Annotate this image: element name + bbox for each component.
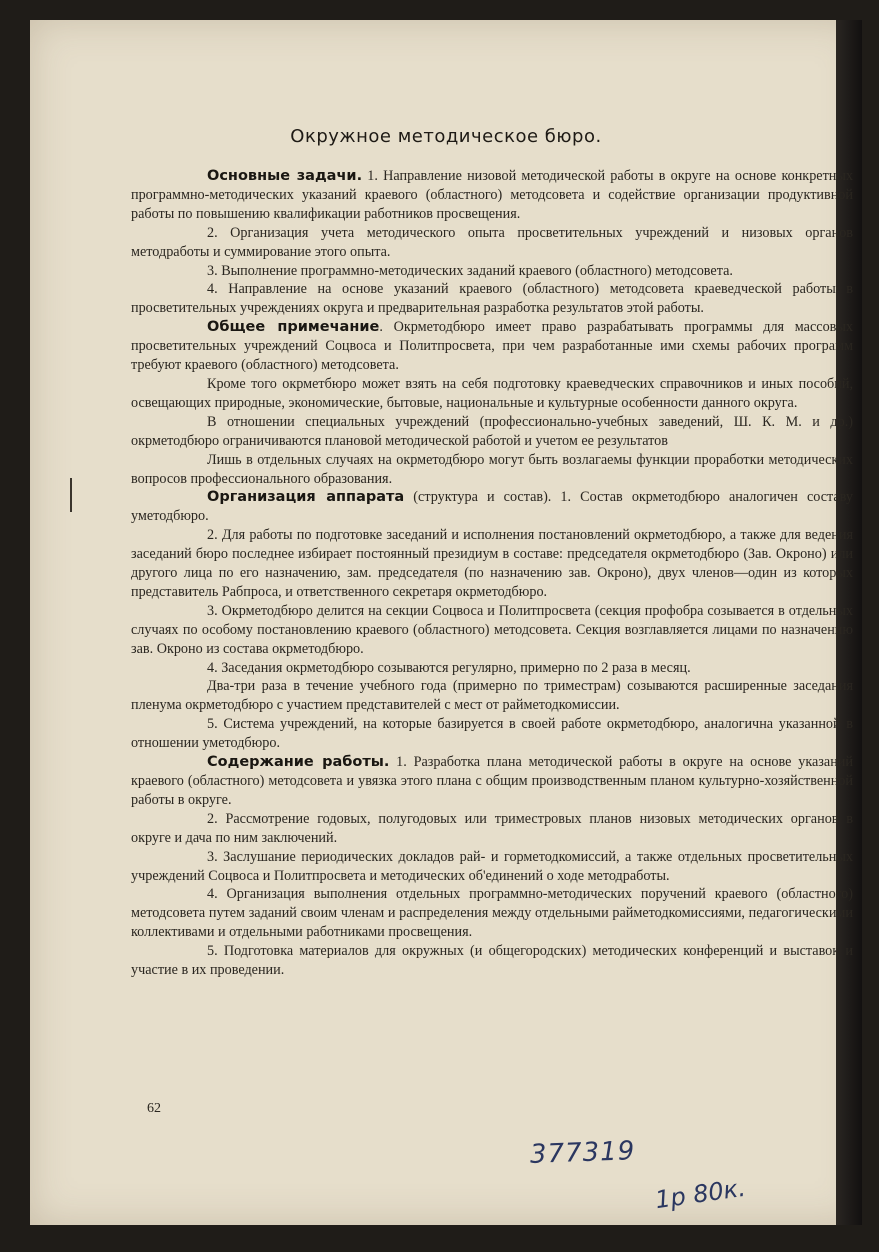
document-page: [30, 20, 862, 1225]
paragraph: 5. Система учреждений, на которые базируется в своей работе окрметодбюро, аналогична указанной в отношении уметодбюро.: [131, 716, 853, 752]
margin-mark: [70, 478, 72, 512]
paragraph: Общее примечание. Окрметодбюро имеет право разрабатывать программы для массовых просветительных учреждений Соцвоса и Политпросвета, при чем разработанные ими схемы рабочих программ требуют краевого (областного) методсовета.: [131, 319, 853, 374]
paragraph: Основные задачи. 1. Направление низовой методической работы в округе на основе конкретных программно-методических указаний краевого (областного) методсовета и содействие организации продуктивной работы по повышению квалификации работников просвещения.: [131, 168, 854, 222]
paragraph: Содержание работы. 1. Разработка плана методической работы в округе на основе указаний краевого (областного) методсовета и увязка этого плана с общим производственным планом культурно-хозяйственной работы в округе.: [131, 754, 853, 808]
page-number: 62: [147, 1101, 161, 1116]
section-heading: Основные задачи.: [207, 168, 363, 184]
paragraph: 2. Организация учета методического опыта просветительных учреждений и низовых органов методработы и суммирование этого опыта.: [131, 224, 853, 260]
paragraph: 3. Окрметодбюро делится на секции Соцвоса и Политпросвета (секция профобра созывается в отдельных случаях по особому постановлению краевого (областного) методсовета. Секция возглавляется лицами по назначению зав. Окроно из состава окрметодбюро.: [131, 602, 853, 657]
paragraph: Организация аппарата (структура и состав). 1. Состав окрметодбюро аналогичен составу уметодбюро.: [131, 489, 853, 525]
section-heading: Общее примечание: [207, 319, 380, 336]
paragraph: Лишь в отдельных случаях на окрметодбюро могут быть возлагаемы функции проработки методических вопросов профессионального образования.: [131, 451, 853, 487]
paragraph: 2. Рассмотрение годовых, полугодовых или триместровых планов низовых методических органов в округе и дача по ним заключений.: [131, 810, 853, 846]
paragraph: 4. Заседания окрметодбюро созываются регулярно, примерно по 2 раза в месяц.: [207, 659, 691, 676]
paragraph: 4. Организация выполнения отдельных программно-методических поручений краевого (областного) методсовета путем заданий своим членам и распределения между отдельными райметодкомиссиями, педагогическими коллективами и отдельными работниками просвещения.: [131, 886, 853, 941]
paragraph: 2. Для работы по подготовке заседаний и исполнения постановлений окрметодбюро, а также для ведения заседаний бюро последнее избирает постоянный президиум в составе: председателя окрметодбюро (Зав. Окроно) или другого лица по его назначению, зам. председателя (по назначению зав. Окроно), двух членов—один из которых представитель Рабпроса, и ответственного секретаря окрметодбюро.: [131, 527, 853, 600]
paragraph: 3. Выполнение программно-методических заданий краевого (областного) методсовета.: [207, 262, 733, 279]
paragraph: 4. Направление на основе указаний краевого (областного) методсовета краеведческой работы в просветительных учреждениях округа и предварительная разработка результатов этой работы.: [131, 281, 853, 317]
paragraph: В отношении специальных учреждений (профессионально-учебных заведений, Ш. К. М. и др.) окрметодбюро ограничиваются плановой методической работой и учетом ее результатов: [131, 413, 853, 449]
section-heading: Содержание работы.: [207, 754, 390, 771]
paragraph: 5. Подготовка материалов для окружных (и общегородских) методических конференций и выставок и участие в их проведении.: [131, 943, 853, 979]
body-text: [131, 167, 853, 980]
paragraph: Два-три раза в течение учебного года (примерно по триместрам) созываются расширенные заседания пленума окрметодбюро с участием представителей с мест от райметодкомиссии.: [131, 678, 853, 714]
section-heading: Организация аппарата: [207, 489, 405, 506]
paragraph: Кроме того окрметбюро может взять на себя подготовку краеведческих справочников и иных пособий, освещающих природные, экономические, бытовые, национальные и культурные особенности данного округа.: [131, 375, 853, 411]
paragraph: 3. Заслушание периодических докладов рай- и горметодкомиссий, а также отдельных просветительных учреждений Соцвоса и Политпросвета и методических об'единений о ходе методработы.: [131, 848, 853, 884]
handwritten-inventory-number: 377319: [529, 1136, 636, 1170]
handwritten-price-note: 1р 80к.: [653, 1173, 748, 1215]
page-title: Окружное методическое бюро.: [290, 126, 602, 147]
